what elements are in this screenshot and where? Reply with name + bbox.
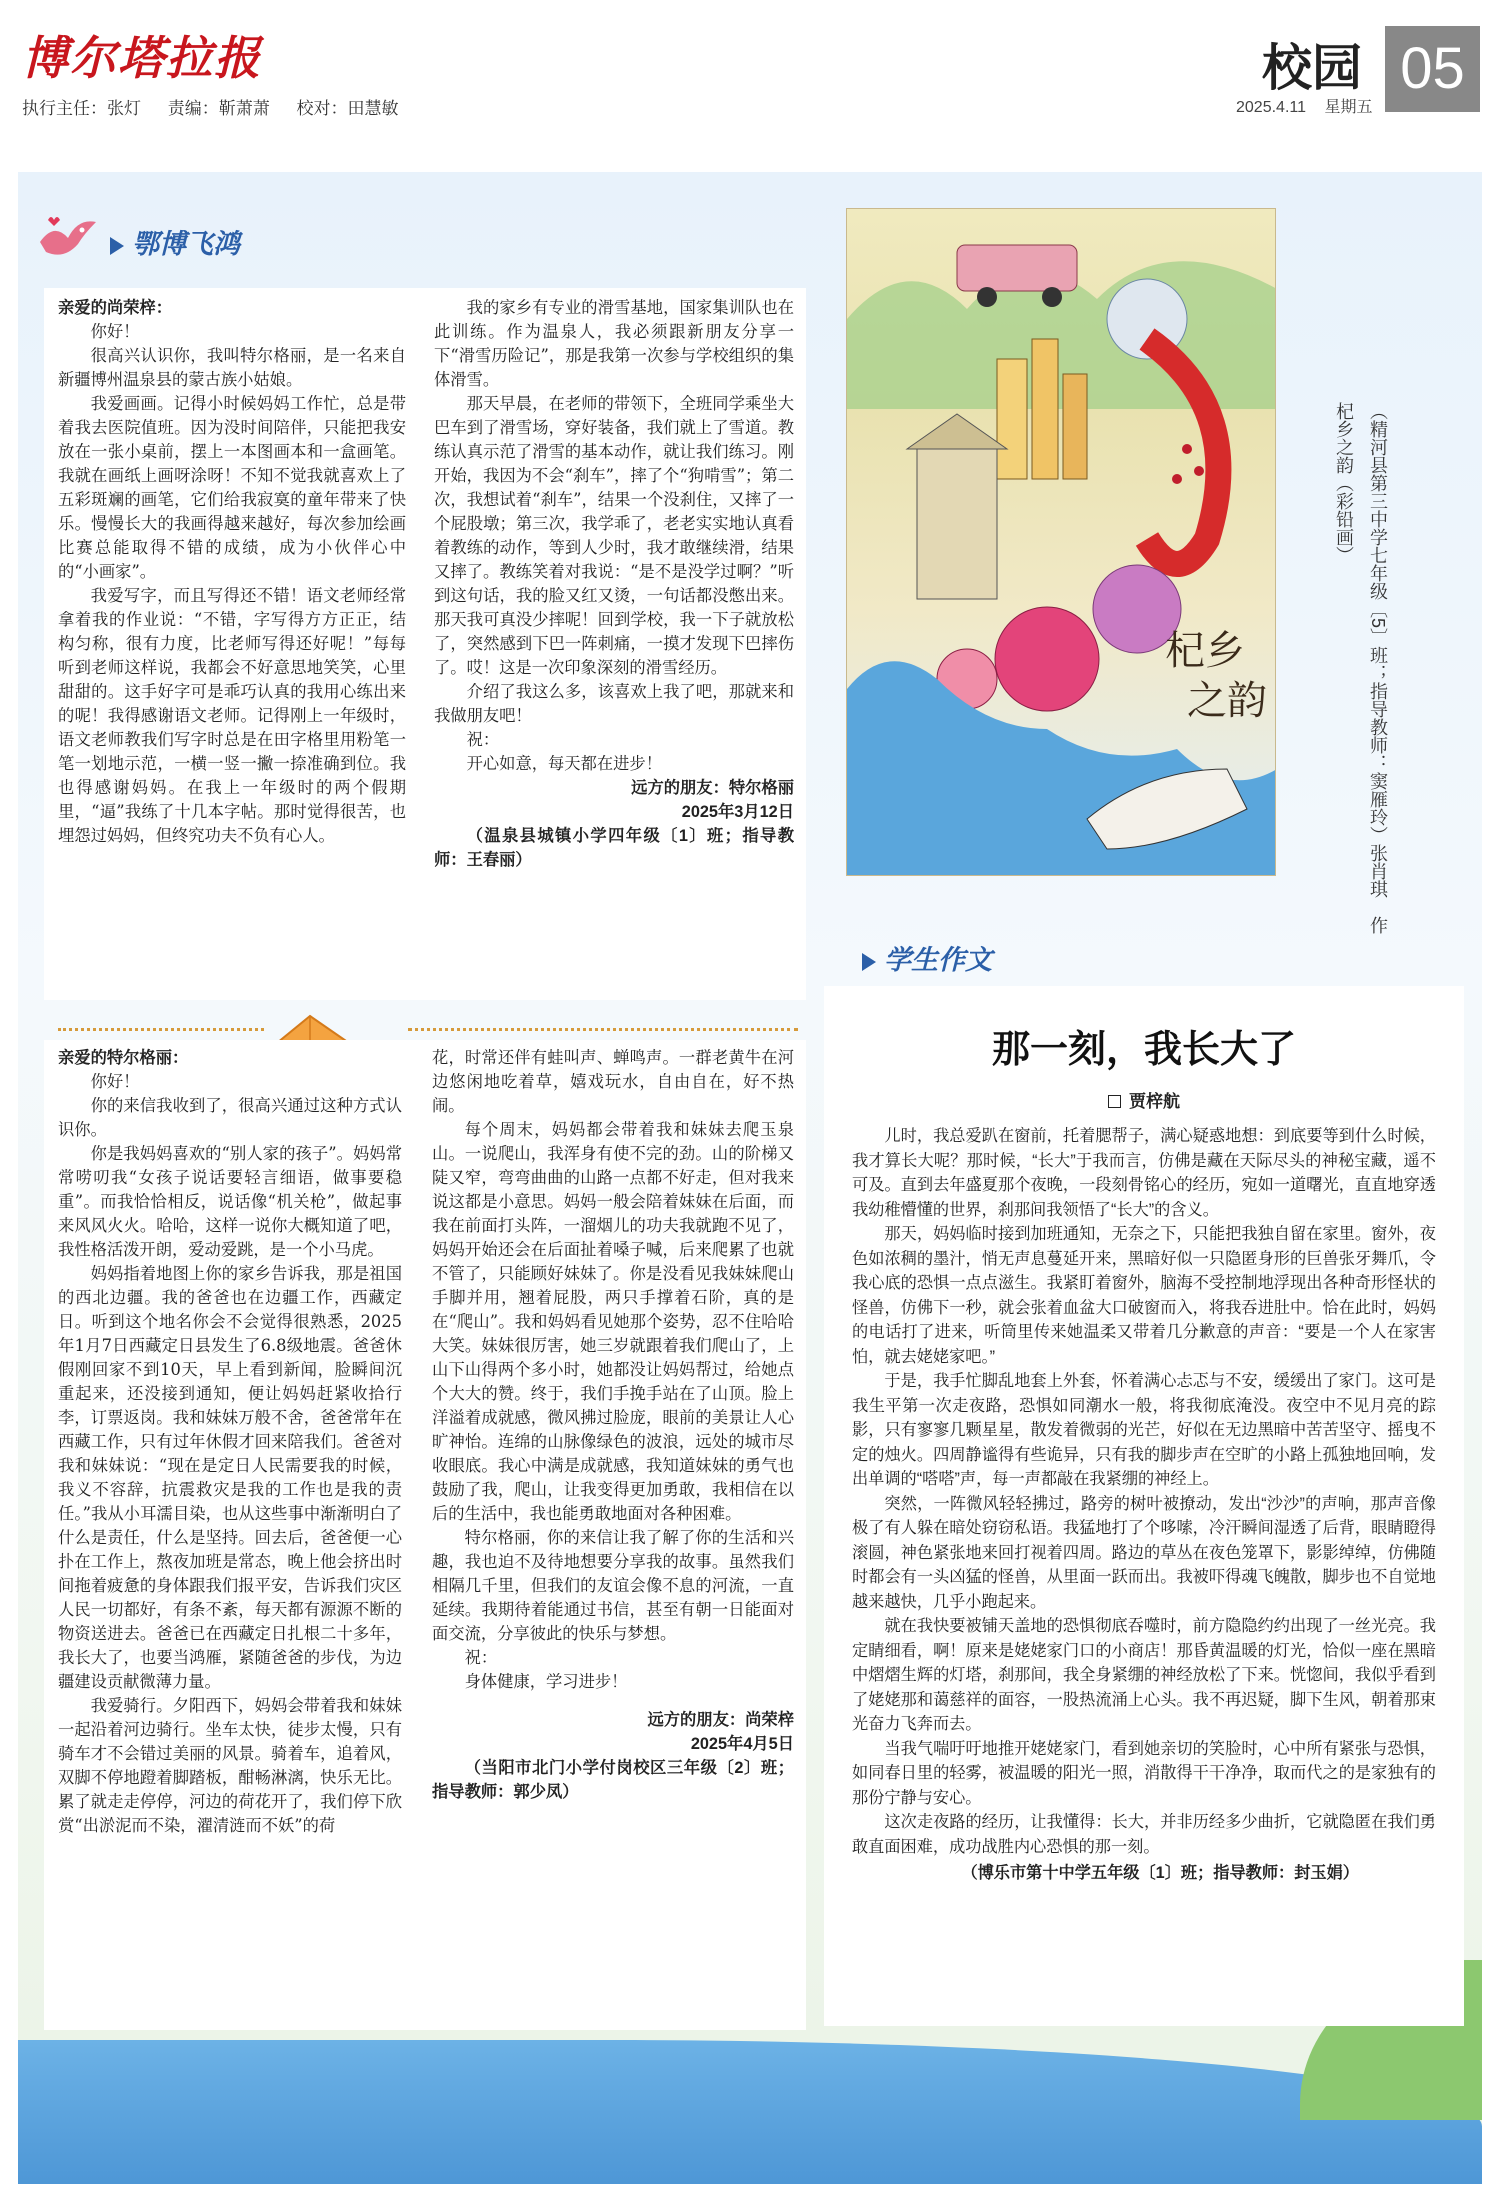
letter-2-paragraph: 我爱骑行。夕阳西下，妈妈会带着我和妹妹一起沿着河边骑行。坐车太快，徒步太慢，只有骑车才不会错过美丽的风景。骑着车，追着风，双脚不停地蹬着脚踏板，酣畅淋漓，快乐无比。累了就走走停停，河边的荷花开了，我们停下欣赏“出淤泥而不染，濯清涟而不妖”的荷 [58, 1696, 402, 1835]
letter-1-paragraph: 很高兴认识你，我叫特尔格丽，是一名来自新疆博州温泉县的蒙古族小姑娘。 [58, 346, 406, 389]
letter-2-wish: 身体健康，学习进步！ [464, 1672, 628, 1691]
letter-2-school: （当阳市北门小学付岗校区三年级〔2〕班；指导教师：郭少凤） [432, 1759, 794, 1801]
artwork-caption-title: 杞乡之韵（彩铅画） [1334, 402, 1354, 564]
letter-1-paragraph: 我爱写字，而且写得还不错！语文老师经常拿着我的作业说：“不错，字写得方方正正，结构匀称，很有力度，比老师写得还好呢！”每每听到老师这样说，我都会不好意思地笑笑，心里甜甜的。这手好字可是乖巧认真的我用心练出来的呢！我得感谢语文老师。记得刚上一年级时，语文老师教我们写字时总是在田字格里用粉笔一笔一划地示范，一横一竖一撇一捺准确到位。我也得感谢妈妈。在我上一年级时的两个假期里，“逼”我练了十几本字帖。那时觉得很苦，也埋怨过妈妈，但终究功夫不负有心人。 [58, 586, 406, 845]
artwork-credit: （精河县第三中学七年级〔5〕班；指导教师：窦雁玲）张肖琪 作 [1368, 402, 1388, 935]
credit-editor: 责编：靳萧萧 [167, 99, 270, 118]
credit-proofreader: 校对：田慧敏 [296, 99, 399, 118]
essay-paragraph: 突然，一阵微风轻轻拂过，路旁的树叶被撩动，发出“沙沙”的声响，那声音像极了有人躲在暗处窃窃私语。我猛地打了个哆嗦，冷汗瞬间湿透了后背，眼睛瞪得滚圆，神色紧张地来回打视着四周。路边的草丛在夜色笼罩下，影影绰绰，仿佛随时都会有一头凶猛的怪兽，从里面一跃而出。我被吓得魂飞魄散，脚步也不自觉地越来越快，几乎小跑起来。 [852, 1494, 1436, 1611]
letter-2-signature: 远方的朋友：尚荣梓 [647, 1711, 794, 1729]
artwork-caption [1334, 402, 1391, 935]
letter-2-paragraph: 你的来信我收到了，很高兴通过这种方式认识你。 [58, 1096, 402, 1139]
letters-column-label [110, 222, 240, 261]
essay-author [852, 1087, 1436, 1112]
letter-1-signature: 远方的朋友：特尔格丽 [631, 779, 794, 797]
letter-2-salutation: 亲爱的特尔格丽： [58, 1049, 189, 1067]
essay-school: （博乐市第十中学五年级〔1〕班；指导教师：封玉娟） [961, 1864, 1359, 1882]
letter-2-col-1 [58, 1046, 402, 2026]
editor-credits [22, 94, 420, 119]
letter-2-greeting: 你好！ [90, 1072, 140, 1091]
section-title: 校园 [1262, 40, 1362, 96]
letter-1-paragraph: 我爱画画。记得小时候妈妈工作忙，总是带着我去医院值班。因为没时间陪伴，只能把我安放在一张小桌前，摆上一本图画本和一盒画笔。我就在画纸上画呀涂呀！不知不觉我就喜欢上了五彩斑斓的画笔，它们给我寂寞的童年带来了快乐。慢慢长大的我画得越来越好，每次参加绘画比赛总能取得不错的成绩，成为小伙伴心中的“小画家”。 [58, 394, 406, 581]
letter-2-paragraph: 特尔格丽，你的来信让我了解了你的生活和兴趣，我也迫不及待地想要分享我的故事。虽然我们相隔几千里，但我们的友谊会像不息的河流，一直延续。我期待着能通过书信，甚至有朝一日能面对面交流，分享彼此的快乐与梦想。 [432, 1528, 794, 1643]
letter-1-paragraph: 介绍了我这么多，该喜欢上我了吧，那就来和我做朋友吧！ [434, 682, 794, 725]
letter-1-salutation: 亲爱的尚荣梓： [58, 299, 172, 317]
essay-author-name: 贾梓航 [1129, 1092, 1180, 1111]
essay-paragraph: 于是，我手忙脚乱地套上外套，怀着满心忐忑与不安，缓缓出了家门。这可是我生平第一次走夜路，恐惧如同潮水一般，将我彻底淹没。夜空中不见月亮的踪影，只有寥寥几颗星星，散发着微弱的光芒，好似在无边黑暗中苦苦坚守、摇曳不定的烛火。四周静谧得有些诡异，只有我的脚步声在空旷的小路上孤独地回响，发出单调的“嗒嗒”声，每一声都敲在我紧绷的神经上。 [852, 1372, 1436, 1488]
credit-director: 执行主任：张灯 [22, 99, 141, 118]
artwork-title-line2: 之韵 [1187, 678, 1267, 724]
essay-paragraph: 当我气喘吁吁地推开姥姥家门，看到她亲切的笑脸时，心中所有紧张与恐惧，如同春日里的轻雾，被温暖的阳光一照，消散得干干净净，取而代之的是家独有的那份宁静与安心。 [852, 1739, 1436, 1807]
letter-1-col-2 [434, 296, 794, 1000]
letter-1-wish: 开心如意，每天都在进步！ [466, 754, 662, 773]
artwork-drawing [847, 209, 1276, 876]
divider [408, 1028, 798, 1031]
letter-2-col-2 [432, 1046, 794, 2026]
label-marker-icon [110, 237, 124, 255]
letter-1-paragraph: 那天早晨，在老师的带领下，全班同学乘坐大巴车到了滑雪场，穿好装备，我们就上了雪道。教练认真示范了滑雪的基本动作，就让我们练习。刚开始，我因为不会“刹车”，摔了个“狗啃雪”；第二次，我想试着“刹车”，结果一个没刹住，又摔了一个屁股墩；第三次，我学乖了，老老实实地认真看着教练的动作，等到人少时，我才敢继续滑，结果又摔了。教练笑着对我说：“是不是没学过啊？”听到这句话，我的脸又红又烫，一句话都没憋出来。那天我可真没少摔呢！回到学校，我一下子就放松了，突然感到下巴一阵刺痛，一摸才发现下巴摔伤了。哎！这是一次印象深刻的滑雪经历。 [434, 394, 794, 677]
essay-column-label [862, 938, 992, 977]
essay-paragraph: 那天，妈妈临时接到加班通知，无奈之下，只能把我独自留在家里。窗外，夜色如浓稠的墨汁，悄无声息蔓延开来，黑暗好似一只隐匿身形的巨兽张牙舞爪，令我心底的恐惧一点点滋生。我紧盯着窗外，脑海不受控制地浮现出各种奇形怪状的怪兽，仿佛下一秒，就会张着血盆大口破窗而入，将我吞进肚中。恰在此时，妈妈的电话打了进来，听筒里传来她温柔又带着几分歉意的声音：“要是一个人在家害怕，就去姥姥家吧。” [852, 1225, 1436, 1366]
artwork-image [846, 208, 1276, 876]
letter-1-paragraph: 我的家乡有专业的滑雪基地，国家集训队也在此训练。作为温泉人，我必须跟新朋友分享一下“滑雪历险记”，那是我第一次参与学校组织的集体滑雪。 [434, 298, 794, 389]
letters-column-text: 鄂博飞鸿 [132, 229, 240, 259]
essay-title: 那一刻，我长大了 [991, 1027, 1296, 1071]
issue-date: 2025.4.11 [1236, 99, 1306, 116]
label-marker-icon [862, 953, 876, 971]
dateline [1222, 94, 1372, 117]
essay-paragraph: 这次走夜路的经历，让我懂得：长大，并非历经多少曲折，它就隐匿在我们勇敢直面困难，成功战胜内心恐惧的那一刻。 [852, 1813, 1436, 1856]
letter-1-col-1 [58, 296, 406, 996]
letter-1-date: 2025年3月12日 [681, 803, 794, 821]
letter-2-paragraph: 你是我妈妈喜欢的“别人家的孩子”。妈妈常常唠叨我“女孩子说话要轻言细语，做事要稳重”。而我恰恰相反，说话像“机关枪”，做起事来风风火火。哈哈，这样一说你大概知道了吧，我性格活泼开朗，爱动爱跳，是一个小马虎。 [58, 1144, 402, 1259]
letter-1-greeting: 你好！ [90, 322, 140, 341]
letter-1-closing: 祝： [466, 730, 500, 749]
letter-2-date: 2025年4月5日 [690, 1735, 794, 1753]
essay-column-text: 学生作文 [884, 945, 992, 975]
masthead [0, 0, 1500, 130]
letter-1-school: （温泉县城镇小学四年级〔1〕班；指导教师：王春丽） [434, 827, 794, 869]
letter-2-paragraph: 妈妈指着地图上你的家乡告诉我，那是祖国的西北边疆。我的爸爸也在边疆工作，西藏定日。听到这个地名你会不会觉得很熟悉，2025年1月7日西藏定日县发生了6.8级地震。爸爸休假刚回家不到10天，早上看到新闻，脸瞬间沉重起来，还没接到通知，便让妈妈赶紧收拾行李，订票返岗。我和妹妹万般不舍，爸爸常年在西藏工作，只有过年休假才回来陪我们。爸爸对我和妹妹说：“现在是定日人民需要我的时候，我义不容辞，抗震救灾是我的工作也是我的责任。”我从小耳濡目染，也从这些事中渐渐明白了什么是责任，什么是坚持。回去后，爸爸便一心扑在工作上，熬夜加班是常态，晚上他会挤出时间拖着疲惫的身体跟我们报平安，告诉我们灾区人民一切都好，有条不紊，每天都有源源不断的物资送进去。爸爸已在西藏定日扎根二十多年，我长大了，也要当鸿雁，紧随爸爸的步伐，为边疆建设贡献微薄力量。 [58, 1264, 402, 1691]
essay-paragraph: 儿时，我总爱趴在窗前，托着腮帮子，满心疑惑地想：到底要等到什么时候，我才算长大呢？那时候，“长大”于我而言，仿佛是藏在天际尽头的神秘宝藏，遥不可及。直到去年盛夏那个夜晚，一段刻骨铭心的经历，宛如一道曙光，直直地穿透我幼稚懵懂的世界，刹那间我领悟了“长大”的含义。 [852, 1127, 1436, 1219]
issue-weekday: 星期五 [1324, 99, 1373, 116]
bird-icon [34, 208, 102, 268]
page-number: 05 [1385, 26, 1480, 112]
author-square-icon [1108, 1095, 1121, 1108]
essay-box [824, 986, 1464, 2026]
letter-2-paragraph: 每个周末，妈妈都会带着我和妹妹去爬玉泉山。一说爬山，我浑身有使不完的劲。山的阶梯又陡又窄，弯弯曲曲的山路一点都不好走，但对我来说这都是小意思。妈妈一般会陪着妹妹在后面，而我在前面打头阵，一溜烟儿的功夫我就跑不见了，妈妈开始还会在后面扯着嗓子喊，后来爬累了也就不管了，只能顾好妹妹了。你是没看见我妹妹爬山手脚并用，翘着屁股，两只手撑着石阶，真的是在“爬山”。我和妈妈看见她那个姿势，忍不住哈哈大笑。妹妹很厉害，她三岁就跟着我们爬山了，上山下山得两个多小时，她都没让妈妈帮过，给她点个大大的赞。终于，我们手挽手站在了山顶。脸上洋溢着成就感，微风拂过脸庞，眼前的美景让人心旷神怡。连绵的山脉像绿色的波浪，远处的城市尽收眼底。我心中满是成就感，我知道妹妹的勇气也鼓励了我，爬山，让我变得更加勇敢，我相信在以后的生活中，我也能勇敢地面对各种困难。 [432, 1120, 794, 1523]
letter-2-closing: 祝： [464, 1648, 498, 1667]
letter-2-paragraph: 花，时常还伴有蛙叫声、蝉鸣声。一群老黄牛在河边悠闲地吃着草，嬉戏玩水，自由自在，好不热闹。 [432, 1048, 794, 1115]
essay-paragraph: 就在我快要被铺天盖地的恐惧彻底吞噬时，前方隐隐约约出现了一丝光亮。我定睛细看，啊！原来是姥姥家门口的小商店！那昏黄温暖的灯光，恰似一座在黑暗中熠熠生辉的灯塔，刹那间，我全身紧绷的神经放松了下来。恍惚间，我似乎看到了姥姥那和蔼慈祥的面容，一股热流涌上心头。我不再迟疑，脚下生风，朝着那束光奋力飞奔而去。 [852, 1617, 1436, 1733]
essay-body [852, 1124, 1436, 1886]
artwork-title-line1: 杞乡 [1165, 628, 1245, 674]
divider [58, 1028, 264, 1031]
newspaper-logo: 博尔塔拉报 [22, 31, 262, 85]
